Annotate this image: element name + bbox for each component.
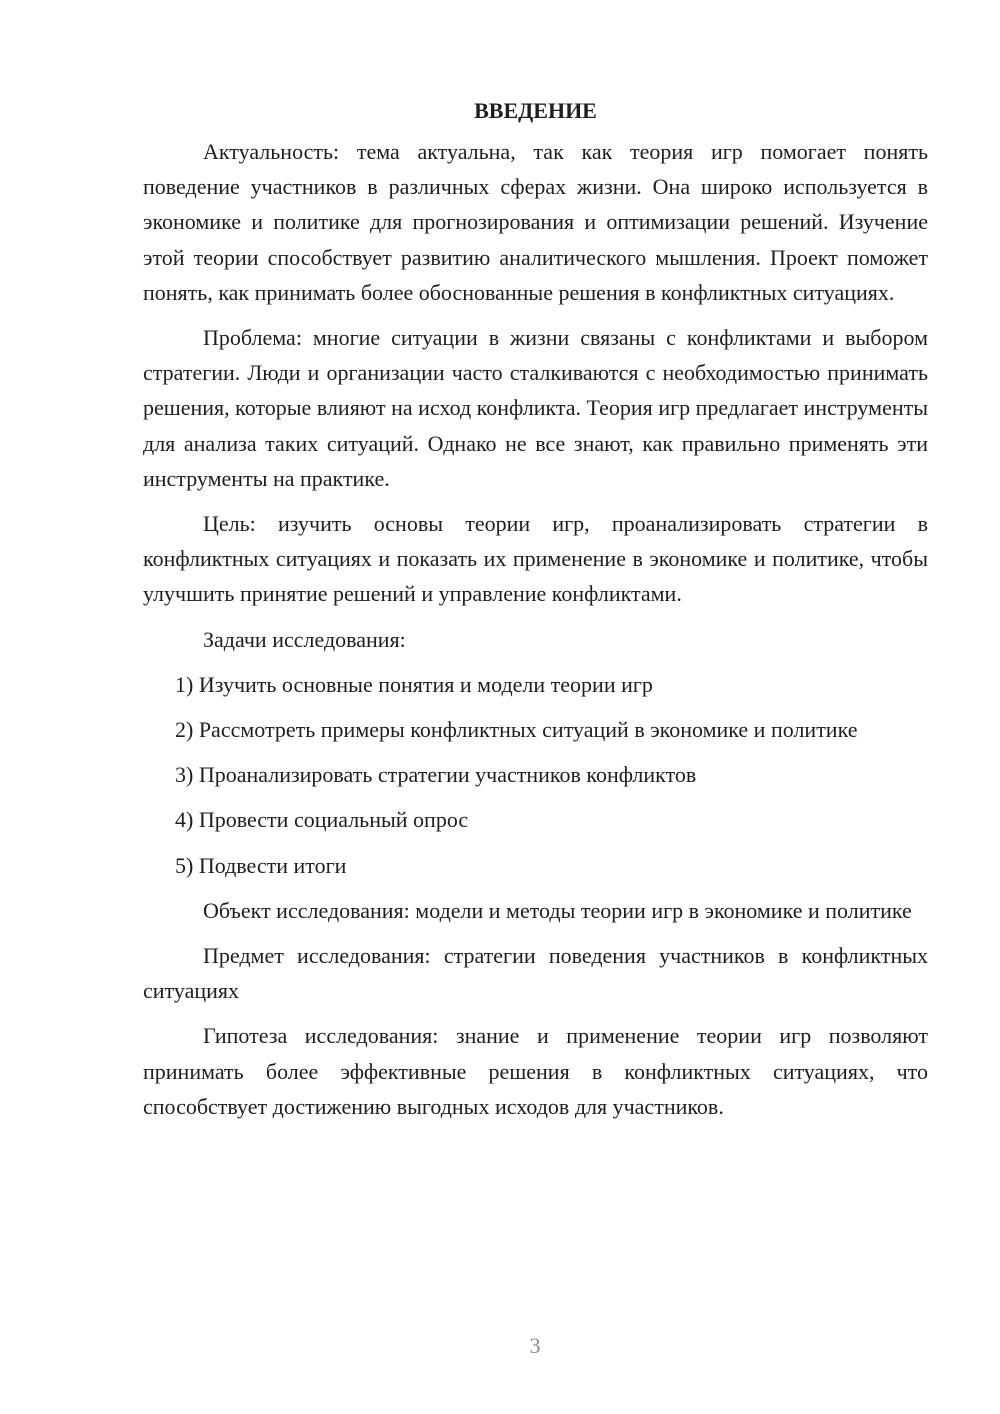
subject-paragraph: Предмет исследования: стратегии поведения участников в конфликтных ситуациях <box>143 943 928 1004</box>
task-item-3: 3) Проанализировать стратегии участников конфликтов <box>175 762 697 788</box>
task-item-2: 2) Рассмотреть примеры конфликтных ситуаций в экономике и политике <box>175 717 858 743</box>
goal-paragraph: Цель: изучить основы теории игр, проанализировать стратегии в конфликтных ситуациях и показать их применение в экономике и политике, чтобы улучшить принятие решений и управление конфликтами. <box>143 511 928 607</box>
tasks-heading: Задачи исследования: <box>203 626 406 652</box>
section-title: ВВЕДЕНИЕ <box>474 98 597 123</box>
task-item-1: 1) Изучить основные понятия и модели теории игр <box>175 671 653 697</box>
task-item-5: 5) Подвести итоги <box>175 852 347 878</box>
task-item-4: 4) Провести социальный опрос <box>175 807 469 833</box>
object-paragraph: Объект исследования: модели и методы теории игр в экономике и политике <box>203 897 912 923</box>
page-number: 3 <box>529 1333 541 1358</box>
problem-paragraph: Проблема: многие ситуации в жизни связаны с конфликтами и выбором стратегии. Люди и организации часто сталкиваются с необходимостью принимать решения, которые влияют на исход конфликта. Теория игр предлагает инструменты для анализа таких ситуаций. Однако не все знают, как правильно применять эти инструменты на практике. <box>143 325 928 491</box>
document-page <box>143 93 928 1134</box>
relevance-paragraph: Актуальность: тема актуальна, так как теория игр помогает понять поведение участников в различных сферах жизни. Она широко используется в экономике и политике для прогнозирования и оптимизации решений. Изучение этой теории способствует развитию аналитического мышления. Проект поможет понять, как принимать более обоснованные решения в конфликтных ситуациях. <box>143 139 928 305</box>
hypothesis-paragraph: Гипотеза исследования: знание и применение теории игр позволяют принимать более эффективные решения в конфликтных ситуациях, что способствует достижению выгодных исходов для участников. <box>143 1023 928 1119</box>
